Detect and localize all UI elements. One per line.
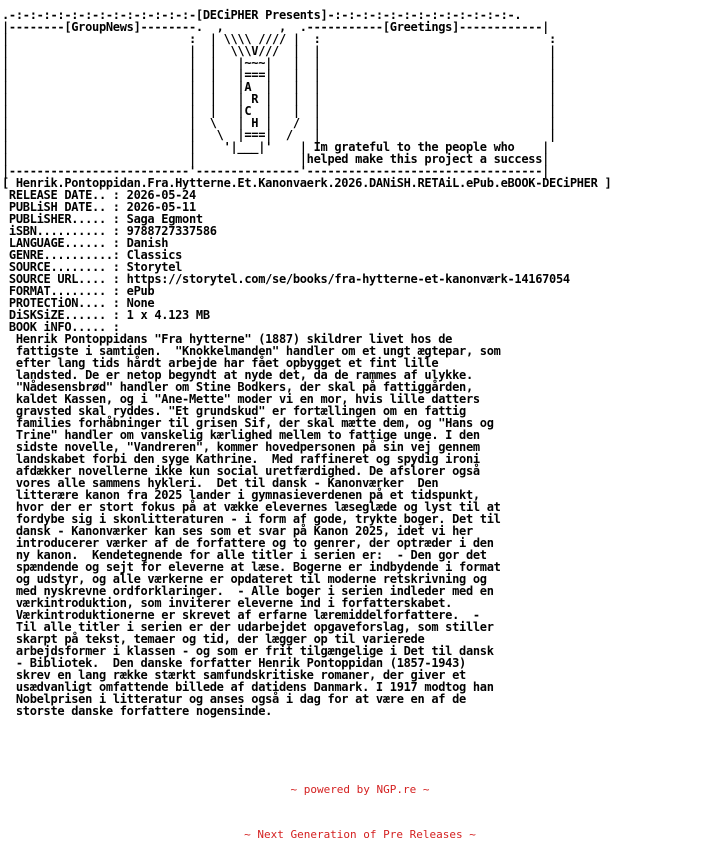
nfo-line: families forhåbninger til grisen Sif, der skal mætte dem, og "Hans og [2, 416, 494, 430]
nfo-line: ny kanon. Kendetegnende for alle titler i serien er: - Den gor det [2, 548, 487, 562]
nfo-line: RELEASE DATE.. : 2026-05-24 [2, 188, 196, 202]
nfo-line: | | | \\\V/// | | | [2, 44, 556, 58]
nfo-line: - Bibliotek. Den danske forfatter Henrik Pontoppidan (1857-1943) [2, 656, 466, 670]
nfo-line: | | | |C | | | | [2, 104, 556, 118]
nfo-line: GENRE..........: Classics [2, 248, 183, 262]
nfo-line: "Nådesensbrød" handler om Stine Bodkers, der skal på fattiggården, [2, 380, 473, 394]
tagline-text: ~ Next Generation of Pre Releases ~ [244, 828, 476, 841]
nfo-line: litterære kanon fra 2025 lander i gymnasieverdenen på et tidspunkt, [2, 488, 480, 502]
nfo-line: | | '|___|' | Im grateful to the people who | [2, 140, 550, 154]
nfo-line: vores alle sammens hykleri. Det til dansk - Kanonværker Den [2, 476, 439, 490]
nfo-line: skarpt på tekst, temaer og tid, der lægger op til varierede [2, 632, 425, 646]
nfo-line: | | | | R | | | | [2, 92, 556, 106]
nfo-line: LANGUAGE...... : Danish [2, 236, 169, 250]
nfo-line: SOURCE........ : Storytel [2, 260, 183, 274]
nfo-line: Til alle titler i serien er der udarbejdet opgaveforslag, som stiller [2, 620, 494, 634]
nfo-line: | | \ | H | / | | [2, 116, 556, 130]
nfo-line: landskabet forbi den syge Kathrine. Med raffineret og spydig ironi [2, 452, 480, 466]
nfo-line: | | | |===| | | | [2, 68, 556, 82]
nfo-line: dansk - Kanonværker kan ses som et svar på Kanon 2025, idet vi her [2, 524, 473, 538]
nfo-line: og udstyr, og alle værkerne er opdateret til moderne retskrivning og [2, 572, 487, 586]
nfo-line: | | | |~~~| | | | [2, 56, 556, 70]
powered-by-text: ~ powered by NGP.re ~ [290, 783, 430, 796]
nfo-line: Trine" handler om vanskelig kærlighed mellem to fattige unge. I den [2, 428, 480, 442]
nfo-line: FORMAT........ : ePub [2, 284, 155, 298]
nfo-line: .-:-:-:-:-:-:-:-:-:-:-:-:-:-[DECiPHER Presents]-:-:-:-:-:-:-:-:-:-:-:-:-:-. [2, 8, 522, 22]
nfo-line: DiSKSiZE...... : 1 x 4.123 MB [2, 308, 210, 322]
nfo-line: |--------[GroupNews]--------. , , .-----------[Greetings]------------| [2, 20, 550, 34]
nfo-line: sidste novelle, "Vandreren", kommer hovedpersonen på sin vej gennem [2, 440, 480, 454]
nfo-line: |--------------------------'---------------'----------------------------------| [2, 164, 550, 178]
nfo-line: spændende og sejt for eleverne at læse. Bogerne er indbydende i format [2, 560, 501, 574]
nfo-line: med nyskrevne ordforklaringer. - Alle boger i serien indleder med en [2, 584, 494, 598]
nfo-line: Henrik Pontoppidans "Fra hytterne" (1887) skildrer livet hos de [2, 332, 453, 346]
nfo-line: gravsted skal ryddes. "Et grundskud" er fortællingen om en fattig [2, 404, 466, 418]
nfo-line: SOURCE URL.... : https://storytel.com/se/books/fra-hytterne-et-kanonværk-14167054 [2, 272, 570, 286]
nfo-line: PUBLiSHER..... : Saga Egmont [2, 212, 203, 226]
nfo-line: efter lang tids hårdt arbejde har fået opbygget et fint lille [2, 356, 439, 370]
nfo-line: Værkintroduktionerne er skrevet af erfarne læremiddelforfattere. - [2, 608, 480, 622]
footer [0, 752, 720, 857]
nfo-line: landsted. De er netop begyndt at nyde det, da de rammes af ulykke. [2, 368, 473, 382]
nfo-line: introducerer værker af de forfattere og to genrer, der optræder i den [2, 536, 494, 550]
nfo-line: storste danske forfattere nogensinde. [2, 704, 273, 718]
nfo-line: PUBLiSH DATE.. : 2026-05-11 [2, 200, 196, 214]
nfo-line: værkintroduktion, som inviterer eleverne ind i forfatterskabet. [2, 596, 453, 610]
nfo-line: PROTECTiON.... : None [2, 296, 155, 310]
nfo-line: afdækker novellerne ikke kun social uretfærdighed. De afslorer også [2, 464, 480, 478]
nfo-line: fattigste i samtiden. "Knokkelmanden" handler om et ungt ægtepar, som [2, 344, 501, 358]
nfo-line: iSBN.......... : 9788727337586 [2, 224, 217, 238]
nfo-line: | | \ |===| / | | [2, 128, 556, 142]
nfo-text-block [2, 9, 611, 717]
nfo-line: | : | \\\\ //// | : : [2, 32, 556, 46]
nfo-line: kaldet Kassen, og i "Ane-Mette" moder vi en mor, hvis lille datters [2, 392, 480, 406]
nfo-line: fordybe sig i skonlitteraturen - i form af gode, trykte boger. Det til [2, 512, 501, 526]
nfo-line: Nobelprisen i litteratur og anses også i dag for at være en af de [2, 692, 466, 706]
nfo-line: | | |helped make this project a success| [2, 152, 550, 166]
nfo-line: arbejdsformer i klassen - og som er frit tilgængelige i Det til dansk [2, 644, 494, 658]
nfo-line: BOOK iNFO..... : [2, 320, 120, 334]
nfo-line: skrev en lang række stærkt samfundskritiske romaner, der giver et [2, 668, 466, 682]
nfo-line: | | | |A | | | | [2, 80, 556, 94]
nfo-line: hvor der er stort fokus på at vække elevernes læseglæde og lyst til at [2, 500, 501, 514]
nfo-line: usædvanligt omfattende billede af datidens Danmark. I 1917 modtog han [2, 680, 494, 694]
nfo-line: [ Henrik.Pontoppidan.Fra.Hytterne.Et.Kanonvaerk.2026.DANiSH.RETAiL.ePub.eBOOK-DECiPHER ] [2, 176, 612, 190]
